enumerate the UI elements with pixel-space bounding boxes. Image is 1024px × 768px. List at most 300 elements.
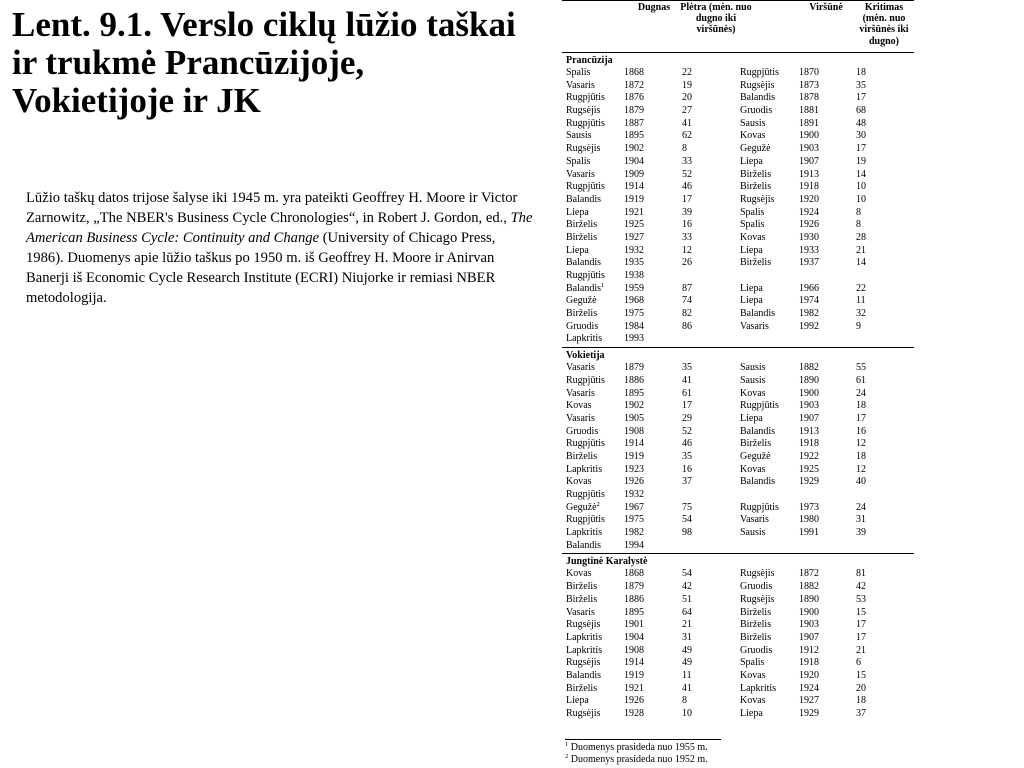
peak-year-text: 1872 [799,568,819,580]
expansion-months-text: 49 [682,657,692,669]
peak-month-text: Rugpjūtis [740,67,779,78]
expansion-months [682,619,692,632]
table-row [562,607,914,620]
contraction-months [856,400,866,413]
expansion-months [682,80,692,93]
expansion-months-text: 21 [682,619,692,631]
trough-month [566,670,601,683]
page-title: Lent. 9.1. Verslo ciklų lūžio taškai ir trukmė Prancūzijoje, Vokietijoje ir JK [12,5,516,120]
trough-month-text: Rugpjūtis [566,117,605,129]
table-row [562,245,914,258]
peak-month [740,527,766,540]
peak-year-text: 1922 [799,450,819,462]
trough-month-text: Rugpjūtis [566,514,605,526]
expansion-months-text: 98 [682,527,692,539]
peak-year-text: 1907 [799,412,819,424]
contraction-months [856,476,866,489]
contraction-months-text: 17 [856,412,866,424]
expansion-months-text: 87 [682,282,692,294]
peak-month [740,451,771,464]
trough-month [566,143,600,156]
contraction-months [856,619,866,632]
contraction-months [856,308,866,321]
trough-month-text: Rugsėjis [566,657,601,669]
trough-year-text: 1919 [624,669,644,681]
expansion-months [682,130,692,143]
trough-month [566,632,602,645]
expansion-months [682,708,692,721]
trough-month-text: Liepa [566,244,589,256]
peak-month-text: Rugsėjis [740,568,775,580]
peak-month-text: Spalis [740,657,765,669]
trough-month-text: Birželis [566,581,598,593]
trough-year-text: 1886 [624,374,644,386]
peak-month-text: Balandis [740,476,775,488]
peak-year [799,375,819,388]
expansion-months [682,156,692,169]
expansion-months [682,645,692,658]
peak-year [799,632,819,645]
peak-month-text: Rugsėjis [740,593,775,605]
peak-year [799,581,819,594]
trough-month [566,657,600,670]
peak-month-text: Birželis [740,181,772,193]
trough-month [566,321,598,334]
trough-year-text: 1975 [624,514,644,526]
expansion-months [682,232,692,245]
contraction-months-text: 11 [856,295,866,307]
expansion-months [682,464,692,477]
expansion-months-text: 17 [682,400,692,412]
contraction-months [856,388,866,401]
expansion-months [682,245,692,258]
table-row [562,438,914,451]
peak-year [799,514,819,527]
contraction-months [856,708,866,721]
table-row [562,308,914,321]
expansion-months [682,105,692,118]
peak-year [799,105,819,118]
peak-year-text: 1918 [799,181,819,193]
trough-year-text: 1905 [624,412,644,424]
peak-year-text: 1980 [799,514,819,526]
expansion-months-text: 41 [682,682,692,694]
table-row [562,80,914,93]
table-row [562,619,914,632]
peak-month [740,283,763,296]
peak-month [740,619,771,632]
contraction-months [856,181,866,194]
expansion-months-text: 16 [682,219,692,231]
trough-month [566,156,590,169]
contraction-months-text: 21 [856,244,866,256]
peak-month [740,708,763,721]
table-row [562,502,914,515]
trough-year-text: 1914 [624,438,644,450]
expansion-months-text: 35 [682,450,692,462]
contraction-months-text: 55 [856,362,866,374]
trough-year [624,645,644,658]
contraction-months [856,257,866,270]
peak-month-text: Rugpjūtis [740,400,779,412]
trough-year [624,514,644,527]
expansion-months-text: 54 [682,568,692,580]
peak-month-text: Sausis [740,374,766,386]
peak-year [799,426,819,439]
expansion-months [682,169,692,182]
peak-year [799,607,819,620]
footnote-mark: 2 [565,753,569,760]
trough-month [566,568,592,581]
trough-year-text: 1968 [624,295,644,307]
peak-month-text: Liepa [740,155,763,167]
expansion-months-text: 82 [682,308,692,320]
trough-month-text: Sausis [566,130,592,142]
peak-year-text: 1937 [799,257,819,269]
peak-month [740,413,763,426]
trough-month-text: Spalis [566,155,591,167]
expansion-months-text: 52 [682,168,692,180]
trough-month-text: Spalis [566,67,591,78]
trough-year-text: 1895 [624,606,644,618]
expansion-months [682,321,692,334]
description-text-end: (University of Chicago Press, 1986). Duomenys apie lūžio taškus po 1950 m. iš Geoffrey H. Moore ir Anirvan Banerji iš Economic Cycle Research Institute (ECRI) Niujorke ir remiasi NBER metodologija. [26,230,496,306]
turning-points-table [562,0,914,721]
trough-year-text: 1901 [624,619,644,631]
contraction-months [856,169,866,182]
trough-year-text: 1994 [624,539,644,551]
table-row [562,143,914,156]
trough-year-text: 1908 [624,425,644,437]
trough-month-text: Lapkritis [566,631,603,643]
trough-month [566,362,595,375]
trough-year-text: 1984 [624,320,644,332]
contraction-months-text: 31 [856,514,866,526]
expansion-months [682,514,692,527]
table-row [562,514,914,527]
peak-month [740,92,775,105]
peak-month-text: Birželis [740,438,772,450]
contraction-months-text: 15 [856,669,866,681]
trough-month [566,92,605,105]
peak-month [740,670,766,683]
trough-year [624,670,644,683]
expansion-months [682,295,692,308]
expansion-months [682,670,692,683]
peak-month-text: Liepa [740,295,763,307]
trough-year [624,657,644,670]
trough-month [566,476,592,489]
peak-year-text: 1929 [799,476,819,488]
trough-month-text: Balandis [566,669,601,681]
trough-year-text: 1879 [624,362,644,374]
peak-year-text: 1907 [799,631,819,643]
trough-month-text: Liepa [566,695,589,707]
trough-year [624,308,644,321]
contraction-months-text: 10 [856,193,866,205]
contraction-months [856,695,866,708]
contraction-months [856,321,861,334]
contraction-months-text: 30 [856,130,866,142]
contraction-months-text: 40 [856,476,866,488]
trough-month-text: Birželis [566,450,598,462]
peak-month-text: Vasaris [740,320,769,332]
table-row [562,594,914,607]
expansion-months-text: 46 [682,438,692,450]
contraction-months [856,105,866,118]
peak-month-text: Kovas [740,130,766,142]
peak-month [740,67,779,80]
footnote-ref: 1 [601,281,605,289]
description-text: Lūžio taškų datos trijose šalyse iki 1945 m. yra pateikti Geoffrey H. Moore ir Victor Zarnowitz, „The NBER's Business Cycle Chronologies“, in Robert J. Gordon, ed., [26,190,518,226]
peak-month-text: Sausis [740,362,766,374]
peak-month-text: Spalis [740,206,765,218]
peak-month-text: Birželis [740,257,772,269]
peak-month-text: Rugsėjis [740,193,775,205]
peak-year [799,362,819,375]
expansion-months-text: 22 [682,67,692,78]
peak-month-text: Gegužė [740,450,771,462]
peak-month-text: Liepa [740,244,763,256]
expansion-months-text: 64 [682,606,692,618]
table-row [562,632,914,645]
section-rule [562,553,914,554]
trough-month-text: Birželis [566,219,598,231]
trough-year-text: 1975 [624,308,644,320]
peak-month [740,581,772,594]
expansion-months [682,194,692,207]
peak-month-text: Birželis [740,168,772,180]
peak-year [799,156,819,169]
peak-month-text: Sausis [740,527,766,539]
peak-month [740,257,771,270]
expansion-months [682,426,692,439]
table-row [562,232,914,245]
expansion-months [682,143,687,156]
trough-year [624,413,644,426]
table-row [562,219,914,232]
contraction-months-text: 19 [856,155,866,167]
trough-year [624,464,644,477]
contraction-months [856,67,866,80]
contraction-months [856,514,866,527]
contraction-months [856,80,866,93]
trough-month-text: Birželis [566,593,598,605]
table-row [562,657,914,670]
trough-year-text: 1921 [624,682,644,694]
table-row [562,105,914,118]
trough-year-text: 1886 [624,593,644,605]
expansion-months-text: 49 [682,644,692,656]
contraction-months-text: 14 [856,257,866,269]
trough-month-text: Rugsėjis [566,708,601,719]
peak-month [740,502,779,515]
peak-year [799,645,819,658]
peak-year [799,619,819,632]
peak-month-text: Gruodis [740,581,773,593]
trough-year-text: 1993 [624,333,644,345]
trough-month-text: Balandis [566,282,601,294]
trough-month-text: Lapkritis [566,527,603,539]
table-row [562,426,914,439]
trough-month [566,607,595,620]
trough-month [566,683,597,696]
peak-month-text: Spalis [740,219,765,231]
trough-month-text: Rugsėjis [566,105,601,117]
footnote-text: Duomenys prasideda nuo 1952 m. [568,754,708,765]
trough-year-text: 1879 [624,105,644,117]
contraction-months-text: 17 [856,619,866,631]
table-row [562,333,914,346]
peak-year-text: 1891 [799,117,819,129]
contraction-months [856,219,861,232]
peak-month [740,295,763,308]
trough-year-text: 1872 [624,79,644,91]
trough-month-text: Rugpjūtis [566,92,605,104]
trough-year-text: 1967 [624,501,644,513]
expansion-months-text: 39 [682,206,692,218]
trough-year [624,130,644,143]
contraction-months-text: 18 [856,67,866,78]
contraction-months [856,581,866,594]
trough-year-text: 1914 [624,181,644,193]
peak-year [799,143,819,156]
trough-month [566,426,598,439]
contraction-months [856,130,866,143]
contraction-months [856,245,866,258]
trough-month-text: Birželis [566,682,598,694]
table-row [562,156,914,169]
contraction-months-text: 12 [856,438,866,450]
peak-month-text: Kovas [740,695,766,707]
trough-year-text: 1879 [624,581,644,593]
contraction-months-text: 24 [856,387,866,399]
footnote-ref: 2 [596,500,600,508]
trough-year-text: 1868 [624,67,644,78]
trough-year [624,156,644,169]
peak-month-text: Balandis [740,425,775,437]
peak-month [740,169,771,182]
trough-year [624,438,644,451]
trough-month-text: Kovas [566,400,592,412]
trough-month [566,540,601,553]
trough-year-text: 1902 [624,143,644,155]
trough-month [566,232,597,245]
expansion-months [682,581,692,594]
contraction-months-text: 37 [856,708,866,719]
table-row [562,169,914,182]
footnote-rule [565,739,721,740]
peak-year [799,683,819,696]
expansion-months [682,476,692,489]
peak-year-text: 1966 [799,282,819,294]
trough-year [624,489,644,502]
contraction-months [856,207,861,220]
trough-year [624,321,644,334]
trough-year [624,607,644,620]
expansion-months-text: 46 [682,181,692,193]
trough-month [566,695,589,708]
trough-year [624,333,644,346]
expansion-months-text: 10 [682,708,692,719]
peak-year [799,527,819,540]
trough-year-text: 1932 [624,244,644,256]
trough-month [566,270,605,283]
expansion-months [682,400,692,413]
expansion-months [682,568,692,581]
table-row [562,540,914,553]
contraction-months [856,375,866,388]
peak-year-text: 1900 [799,606,819,618]
trough-month-text: Lapkritis [566,333,603,345]
peak-year-text: 1924 [799,206,819,218]
expansion-months-text: 27 [682,105,692,117]
peak-year-text: 1924 [799,682,819,694]
contraction-months-text: 22 [856,282,866,294]
peak-month [740,219,764,232]
peak-year-text: 1903 [799,400,819,412]
trough-month-text: Rugpjūtis [566,489,605,500]
peak-month-text: Liepa [740,412,763,424]
table-row [562,257,914,270]
trough-year [624,207,644,220]
expansion-months [682,594,692,607]
table-row [562,670,914,683]
expansion-months [682,413,692,426]
peak-month-text: Balandis [740,308,775,320]
trough-month-text: Gegužė [566,295,597,307]
header-expansion: Plėtra (mėn. nuo dugno iki viršūnės) [680,2,752,36]
expansion-months [682,683,692,696]
footnote-1 [565,742,708,754]
trough-month-text: Birželis [566,308,598,320]
peak-year-text: 1973 [799,501,819,513]
header-contraction: Kritimas (mėn. nuo viršūnės iki dugno) [859,2,909,47]
table-row [562,708,914,721]
trough-month-text: Gruodis [566,320,599,332]
peak-month [740,362,766,375]
peak-month [740,181,771,194]
trough-month [566,451,597,464]
expansion-months [682,388,692,401]
trough-month-text: Rugpjūtis [566,438,605,450]
trough-year-text: 1876 [624,92,644,104]
table-row [562,388,914,401]
trough-month [566,80,595,93]
contraction-months-text: 61 [856,374,866,386]
trough-year-text: 1959 [624,282,644,294]
expansion-months [682,67,692,80]
table-row [562,362,914,375]
peak-year-text: 1870 [799,67,819,78]
table-row [562,683,914,696]
trough-month-text: Vasaris [566,362,595,374]
contraction-months-text: 18 [856,400,866,412]
trough-year [624,476,644,489]
expansion-months [682,695,687,708]
expansion-months-text: 20 [682,92,692,104]
peak-year [799,594,819,607]
peak-year-text: 1991 [799,527,819,539]
peak-year-text: 1900 [799,387,819,399]
trough-year [624,581,644,594]
contraction-months-text: 81 [856,568,866,580]
expansion-months-text: 19 [682,79,692,91]
trough-month-text: Kovas [566,476,592,488]
contraction-months-text: 17 [856,143,866,155]
expansion-months-text: 33 [682,155,692,167]
trough-year [624,194,644,207]
